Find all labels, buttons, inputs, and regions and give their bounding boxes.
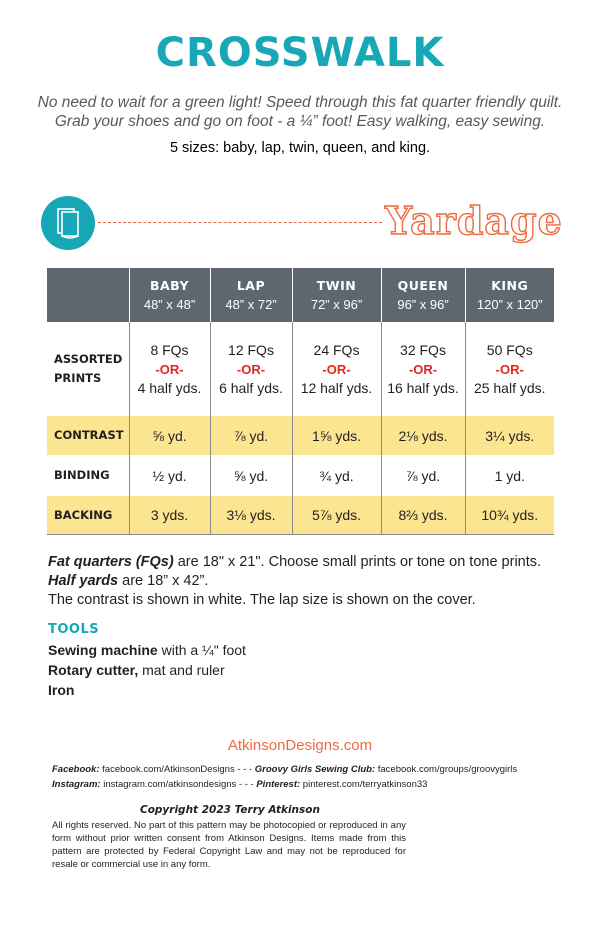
size-dims: 48” x 72” xyxy=(225,297,277,312)
website-link[interactable]: AtkinsonDesigns.com xyxy=(227,737,373,754)
table-cell: ⅝ yd. xyxy=(129,416,210,455)
table-cell: 3 yds. xyxy=(129,496,210,535)
groovy-girls-link[interactable]: facebook.com/groups/groovygirls xyxy=(375,764,518,775)
table-cell: 8⅔ yds. xyxy=(381,496,465,535)
or-label: -OR- xyxy=(155,361,184,377)
half-yard-amount: 25 half yds. xyxy=(473,379,546,396)
social-label: Instagram: xyxy=(52,779,101,790)
table-row-contrast xyxy=(47,416,554,455)
row-label-line: ASSORTED xyxy=(54,352,123,366)
row-label xyxy=(47,322,129,416)
intro-line-2: Grab your shoes and go on foot - a ¼” foot! Easy walking, easy sewing. xyxy=(54,113,546,130)
header-queen xyxy=(381,268,465,322)
table-header-row xyxy=(47,268,554,322)
row-label: BINDING xyxy=(54,468,110,482)
table-row-binding xyxy=(47,455,554,496)
tool-item xyxy=(48,660,246,680)
half-yard-amount: 6 half yds. xyxy=(219,379,283,396)
instagram-link[interactable]: instagram.com/atkinsondesigns - - - xyxy=(100,779,257,790)
table-cell: 10¾ yds. xyxy=(465,496,554,535)
intro-line-1: No need to wait for a green light! Speed through this fat quarter friendly quilt. xyxy=(37,94,563,111)
table-cell: 3⅛ yds. xyxy=(210,496,292,535)
size-dims: 120” x 120” xyxy=(476,297,543,312)
table-cell: ½ yd. xyxy=(129,455,210,496)
note-text: are 18” x 42”. xyxy=(118,573,209,589)
notes xyxy=(48,553,568,610)
table-row-backing xyxy=(47,496,554,535)
social-label: Pinterest: xyxy=(256,779,301,790)
social-label: Groovy Girls Sewing Club: xyxy=(254,764,376,775)
half-yard-amount: 16 half yds. xyxy=(387,379,459,396)
or-label: -OR- xyxy=(322,361,351,377)
header-king xyxy=(465,268,554,322)
row-label-line: PRINTS xyxy=(54,371,102,385)
row-label: BACKING xyxy=(47,496,129,535)
fq-amount: 50 FQs xyxy=(486,341,533,358)
header-corner xyxy=(47,268,129,322)
sizes-line: 5 sizes: baby, lap, twin, queen, and king. xyxy=(169,140,431,156)
tool-detail: mat and ruler xyxy=(138,662,225,678)
tool-item xyxy=(48,640,246,660)
size-name: BABY xyxy=(149,278,190,293)
tools-heading: TOOLS xyxy=(48,622,100,637)
tool-name: Rotary cutter, xyxy=(48,662,139,678)
fq-amount: 24 FQs xyxy=(313,341,360,358)
fq-amount: 32 FQs xyxy=(400,341,446,358)
table-cell: 2⅛ yds. xyxy=(381,416,465,455)
social-label: Facebook: xyxy=(52,764,100,775)
note-term: Fat quarters (FQs) xyxy=(48,554,174,570)
fq-amount: 12 FQs xyxy=(228,341,274,358)
size-name: KING xyxy=(491,278,529,293)
tool-name: Sewing machine xyxy=(48,642,158,658)
copyright-text: All rights reserved. No part of this pattern may be photocopied or reproduced in any form without prior written consent from Atkinson Designs. Items made from this pattern are protected by Federal Copyright Law and may not be reproduced for resale or commercial use in any form. xyxy=(52,820,406,870)
table-cell: ⅞ yd. xyxy=(210,416,292,455)
half-yard-amount: 12 half yds. xyxy=(300,379,373,396)
or-label: -OR- xyxy=(495,361,524,377)
table-cell: ¾ yd. xyxy=(292,455,381,496)
note-half-yards xyxy=(48,572,568,591)
table-cell xyxy=(465,322,554,416)
tool-name: Iron xyxy=(48,682,75,698)
size-name: LAP xyxy=(236,278,266,293)
header-lap xyxy=(210,268,292,322)
size-dims: 96” x 96” xyxy=(397,297,449,312)
note-fat-quarters xyxy=(48,553,568,572)
table-cell: 1 yd. xyxy=(465,455,554,496)
header-baby xyxy=(129,268,210,322)
section-title: Yardage xyxy=(385,198,563,243)
yardage-table xyxy=(47,268,554,535)
table-cell xyxy=(210,322,292,416)
half-yard-amount: 4 half yds. xyxy=(137,379,202,396)
social-line-2 xyxy=(52,777,572,792)
note-contrast: The contrast is shown in white. The lap size is shown on the cover. xyxy=(48,592,476,608)
fabric-stack-icon xyxy=(41,196,95,250)
copyright-heading: Copyright 2023 Terry Atkinson xyxy=(140,804,320,816)
or-label: -OR- xyxy=(408,361,438,377)
or-label: -OR- xyxy=(236,361,266,377)
tool-item xyxy=(48,680,246,700)
social-line-1 xyxy=(52,762,572,777)
fq-amount: 8 FQs xyxy=(150,341,189,358)
table-cell xyxy=(292,322,381,416)
note-term: Half yards xyxy=(48,573,119,589)
table-cell: ⅞ yd. xyxy=(381,455,465,496)
size-dims: 48” x 48” xyxy=(143,297,196,312)
size-name: TWIN xyxy=(316,278,357,293)
table-cell: 1⅝ yds. xyxy=(292,416,381,455)
header-twin xyxy=(292,268,381,322)
tool-detail: with a ¼" foot xyxy=(157,642,246,658)
table-cell: 3¼ yds. xyxy=(465,416,554,455)
tools-list xyxy=(48,640,246,700)
social-links xyxy=(52,762,572,792)
note-text: are 18" x 21". Choose small prints or tone on tone prints. xyxy=(173,554,542,570)
intro-text xyxy=(0,93,600,131)
table-cell xyxy=(381,322,465,416)
table-cell: ⅝ yd. xyxy=(210,455,292,496)
table-cell xyxy=(129,322,210,416)
section-divider xyxy=(98,222,382,223)
size-dims: 72” x 96” xyxy=(310,297,363,312)
facebook-link[interactable]: facebook.com/AtkinsonDesigns - - - xyxy=(99,764,255,775)
table-row-assorted-prints xyxy=(47,322,554,416)
row-label: CONTRAST xyxy=(47,416,129,455)
size-name: QUEEN xyxy=(397,278,449,293)
pinterest-link[interactable]: pinterest.com/terryatkinson33 xyxy=(300,779,428,790)
page-title: CROSSWALK xyxy=(155,30,445,76)
table-cell: 5⅞ yds. xyxy=(292,496,381,535)
